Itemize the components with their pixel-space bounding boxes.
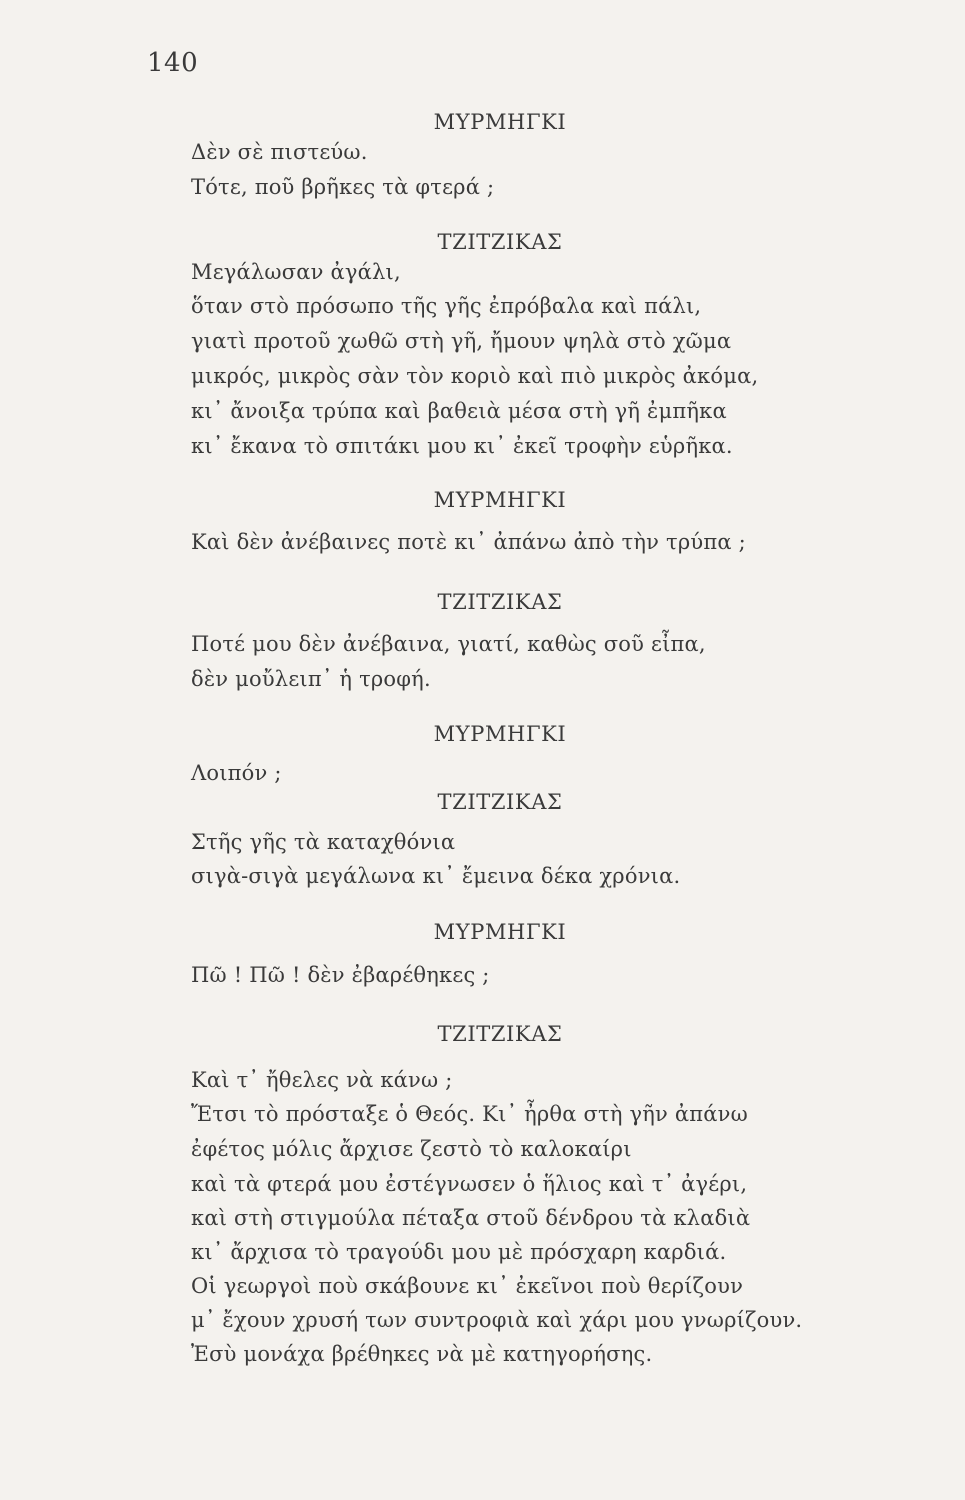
speaker-label: ΤΖΙΤΖΙΚΑΣ — [437, 790, 563, 814]
speaker-label: ΜΥΡΜΗΓΚΙ — [433, 920, 567, 944]
speaker-label: ΤΖΙΤΖΙΚΑΣ — [437, 230, 563, 254]
verse-line: Λοιπόν ; — [191, 761, 282, 785]
verse-line: ἐφέτος μόλις ἄρχισε ζεστὸ τὸ καλοκαίρι — [191, 1137, 632, 1161]
speaker-label: ΤΖΙΤΖΙΚΑΣ — [437, 590, 563, 614]
speaker-label: ΜΥΡΜΗΓΚΙ — [433, 488, 567, 512]
page-number: 140 — [147, 48, 199, 78]
verse-line: κι᾽ ἔκανα τὸ σπιτάκι μου κι᾽ ἐκεῖ τροφὴν εὑρῆκα. — [191, 434, 733, 458]
speaker-label: ΜΥΡΜΗΓΚΙ — [433, 110, 567, 134]
verse-line: μ᾽ ἔχουν χρυσή των συντροφιὰ καὶ χάρι μου γνωρίζουν. — [191, 1308, 803, 1332]
verse-line: Ἐσὺ μονάχα βρέθηκες νὰ μὲ κατηγορήσης. — [191, 1342, 653, 1366]
verse-line: Οἱ γεωργοὶ ποὺ σκάβουνε κι᾽ ἐκεῖνοι ποὺ θερίζουν — [191, 1274, 744, 1298]
verse-line: γιατὶ προτοῦ χωθῶ στὴ γῆ, ἤμουν ψηλὰ στὸ χῶμα — [191, 329, 732, 353]
verse-line: Μεγάλωσαν ἀγάλι, — [191, 260, 401, 284]
verse-line: Ποτέ μου δὲν ἀνέβαινα, γιατί, καθὼς σοῦ εἶπα, — [191, 632, 706, 656]
verse-line: σιγὰ-σιγὰ μεγάλωνα κι᾽ ἔμεινα δέκα χρόνια. — [191, 864, 681, 888]
speaker-label: ΜΥΡΜΗΓΚΙ — [433, 722, 567, 746]
verse-line: Πῶ ! Πῶ ! δὲν ἐβαρέθηκες ; — [191, 963, 490, 987]
verse-line: ὅταν στὸ πρόσωπο τῆς γῆς ἐπρόβαλα καὶ πάλι, — [191, 294, 702, 318]
speaker-label: ΤΖΙΤΖΙΚΑΣ — [437, 1022, 563, 1046]
verse-line: Τότε, ποῦ βρῆκες τὰ φτερά ; — [191, 175, 495, 199]
verse-line: Καὶ τ᾽ ἤθελες νὰ κάνω ; — [191, 1068, 453, 1092]
verse-line: Καὶ δὲν ἀνέβαινες ποτὲ κι᾽ ἀπάνω ἀπὸ τὴν τρύπα ; — [191, 530, 746, 554]
verse-line: κι᾽ ἄνοιξα τρύπα καὶ βαθειὰ μέσα στὴ γῆ ἐμπῆκα — [191, 399, 727, 423]
verse-line: μικρός, μικρὸς σὰν τὸν κοριὸ καὶ πιὸ μικρὸς ἀκόμα, — [191, 364, 759, 388]
verse-line: Στῆς γῆς τὰ καταχθόνια — [191, 830, 456, 854]
verse-line: Δὲν σὲ πιστεύω. — [191, 140, 368, 164]
verse-line: καὶ στὴ στιγμούλα πέταξα στοῦ δένδρου τὰ κλαδιὰ — [191, 1206, 751, 1230]
verse-line: δὲν μοὔλειπ᾽ ἡ τροφή. — [191, 667, 431, 691]
verse-line: Ἔτσι τὸ πρόσταξε ὁ Θεός. Κι᾽ ἦρθα στὴ γῆν ἀπάνω — [191, 1102, 748, 1126]
verse-line: κι᾽ ἄρχισα τὸ τραγούδι μου μὲ πρόσχαρη καρδιά. — [191, 1240, 727, 1264]
verse-line: καὶ τὰ φτερά μου ἐστέγνωσεν ὁ ἥλιος καὶ τ᾽ ἀγέρι, — [191, 1172, 748, 1196]
